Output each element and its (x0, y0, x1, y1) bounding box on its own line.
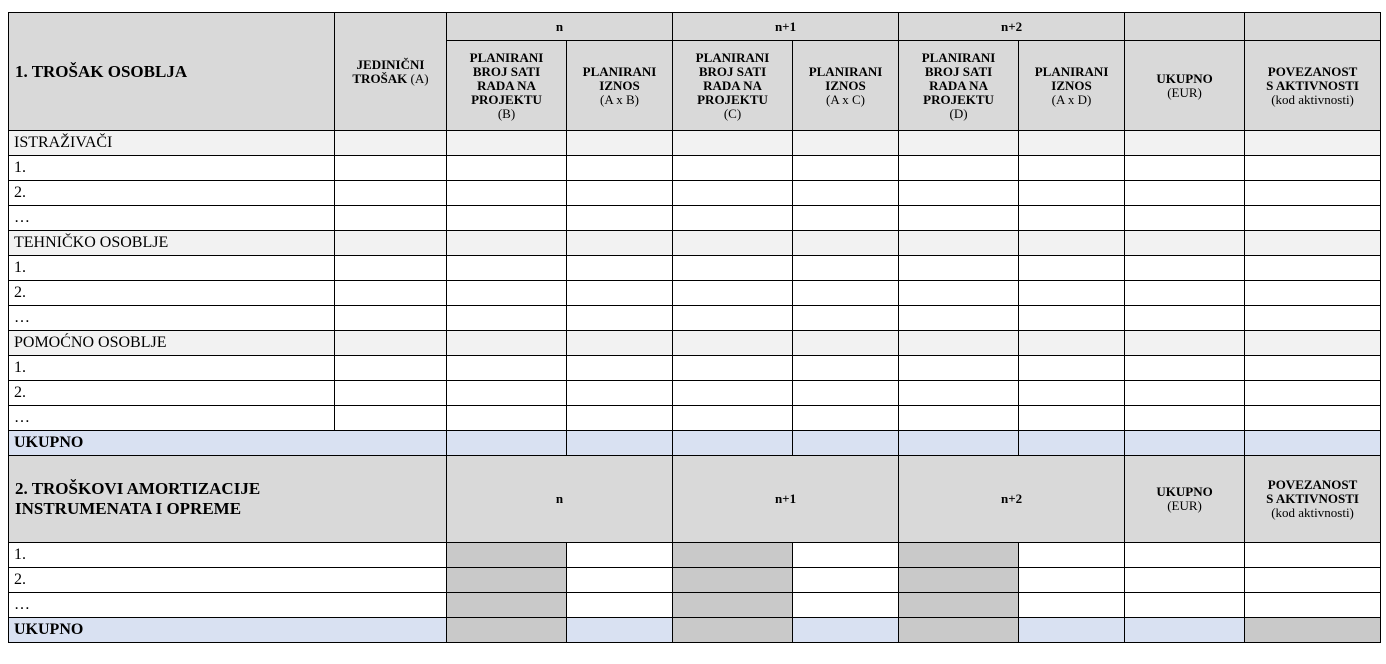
amount-sub-ab: (A x B) (600, 91, 639, 107)
shaded-cell (673, 593, 793, 618)
table-cell[interactable] (1019, 281, 1125, 306)
unit-cost-label2: TROŠAK (352, 70, 408, 86)
hours-line3: RADA NA (477, 77, 536, 93)
link-line2: S AKTIVNOSTI (1266, 491, 1359, 506)
section1-header-row1 (9, 13, 1381, 41)
table-cell[interactable] (793, 306, 899, 331)
table-cell[interactable] (1125, 281, 1245, 306)
table-cell[interactable] (1125, 431, 1245, 456)
table-cell[interactable] (335, 156, 447, 181)
category-label: ISTRAŽIVAČI (9, 131, 335, 156)
row-label: 1. (9, 356, 335, 381)
hours-line4: PROJEKTU (471, 91, 542, 107)
amount-line2: IZNOS (599, 77, 640, 93)
hours-sub-b: (B) (497, 105, 516, 121)
table-cell[interactable] (793, 181, 899, 206)
budget-table (8, 12, 1381, 643)
table-cell[interactable] (793, 381, 899, 406)
hours-line2: BROJ SATI (924, 63, 993, 79)
row-label: 2. (9, 568, 447, 593)
table-cell[interactable] (447, 281, 567, 306)
row-label: 1. (9, 543, 447, 568)
table-cell[interactable] (793, 406, 899, 431)
table-cell[interactable] (335, 206, 447, 231)
table-cell[interactable] (1125, 131, 1245, 156)
table-cell[interactable] (335, 256, 447, 281)
table-cell[interactable] (335, 381, 447, 406)
table-cell[interactable] (673, 181, 793, 206)
shaded-cell (447, 568, 567, 593)
table-cell[interactable] (447, 256, 567, 281)
table-cell[interactable] (447, 406, 567, 431)
table-cell[interactable] (673, 406, 793, 431)
table-cell[interactable] (793, 131, 899, 156)
amount-header-n (567, 41, 673, 131)
table-cell[interactable] (1019, 356, 1125, 381)
section1-title: 1. TROŠAK OSOBLJA (9, 13, 335, 131)
category-row (9, 231, 1381, 256)
table-cell[interactable] (567, 131, 673, 156)
table-cell[interactable] (1019, 206, 1125, 231)
section2-title-line2: INSTRUMENATA I OPREME (15, 499, 242, 518)
section1-total-row (9, 431, 1381, 456)
table-cell[interactable] (1019, 431, 1125, 456)
table-cell[interactable] (1019, 593, 1125, 618)
table-cell[interactable] (335, 281, 447, 306)
table-cell[interactable] (673, 431, 793, 456)
table-cell[interactable] (1245, 306, 1381, 331)
row-label: … (9, 206, 335, 231)
amount-line1: PLANIRANI (1034, 63, 1109, 79)
section2-total-label: UKUPNO (9, 618, 447, 643)
table-cell[interactable] (447, 131, 567, 156)
table-cell[interactable] (1245, 156, 1381, 181)
table-cell[interactable] (1125, 568, 1245, 593)
hours-line3: RADA NA (703, 77, 762, 93)
shaded-cell (673, 543, 793, 568)
table-cell[interactable] (673, 306, 793, 331)
table-cell[interactable] (899, 381, 1019, 406)
table-cell[interactable] (447, 431, 567, 456)
link-header-top (1245, 13, 1381, 41)
table-cell[interactable] (1125, 381, 1245, 406)
section2-total-row (9, 618, 1381, 643)
table-cell[interactable] (567, 568, 673, 593)
amount-header-n1 (793, 41, 899, 131)
table-cell[interactable] (567, 281, 673, 306)
table-cell[interactable] (899, 156, 1019, 181)
table-cell[interactable] (447, 306, 567, 331)
shaded-cell (899, 543, 1019, 568)
section2-total-header (1125, 456, 1245, 543)
table-cell[interactable] (335, 406, 447, 431)
amount-line1: PLANIRANI (582, 63, 657, 79)
year-n1-header: n+1 (673, 13, 899, 41)
table-cell[interactable] (1125, 181, 1245, 206)
table-cell[interactable] (1245, 381, 1381, 406)
hours-line4: PROJEKTU (923, 91, 994, 107)
row-label: 2. (9, 281, 335, 306)
table-cell[interactable] (793, 231, 899, 256)
category-label: TEHNIČKO OSOBLJE (9, 231, 335, 256)
table-cell[interactable] (1245, 406, 1381, 431)
hours-line2: BROJ SATI (698, 63, 767, 79)
table-cell[interactable] (673, 281, 793, 306)
table-cell[interactable] (793, 568, 899, 593)
table-cell[interactable] (899, 206, 1019, 231)
shaded-cell (447, 543, 567, 568)
amount-line2: IZNOS (1051, 77, 1092, 93)
shaded-cell (899, 568, 1019, 593)
table-cell[interactable] (1019, 331, 1125, 356)
table-cell[interactable] (793, 431, 899, 456)
hours-line1: PLANIRANI (921, 49, 996, 65)
table-cell[interactable] (673, 231, 793, 256)
table-cell[interactable] (1245, 593, 1381, 618)
table-cell[interactable] (567, 306, 673, 331)
table-cell[interactable] (567, 381, 673, 406)
table-row (9, 306, 1381, 331)
table-cell[interactable] (1245, 181, 1381, 206)
table-cell[interactable] (1245, 281, 1381, 306)
link-line2: S AKTIVNOSTI (1266, 77, 1359, 93)
link-sub: (kod aktivnosti) (1271, 91, 1354, 107)
table-cell[interactable] (793, 331, 899, 356)
table-row (9, 281, 1381, 306)
table-cell[interactable] (567, 543, 673, 568)
table-cell[interactable] (793, 206, 899, 231)
section2-link-header (1245, 456, 1381, 543)
table-cell[interactable] (1245, 206, 1381, 231)
table-cell[interactable] (899, 181, 1019, 206)
table-cell[interactable] (793, 618, 899, 643)
amount-line2: IZNOS (825, 77, 866, 93)
table-cell[interactable] (793, 256, 899, 281)
table-cell[interactable] (567, 231, 673, 256)
table-cell[interactable] (1019, 406, 1125, 431)
total-label: UKUPNO (1156, 484, 1213, 499)
table-cell[interactable] (335, 306, 447, 331)
table-cell[interactable] (567, 593, 673, 618)
table-cell[interactable] (1125, 593, 1245, 618)
table-cell[interactable] (567, 331, 673, 356)
table-cell[interactable] (793, 543, 899, 568)
table-cell[interactable] (1245, 231, 1381, 256)
table-cell[interactable] (1019, 306, 1125, 331)
shaded-cell (899, 593, 1019, 618)
amount-header-n2 (1019, 41, 1125, 131)
budget-table-container (8, 12, 1381, 643)
table-cell[interactable] (447, 381, 567, 406)
shaded-cell (447, 618, 567, 643)
total-header (1125, 41, 1245, 131)
table-cell[interactable] (447, 181, 567, 206)
hours-line4: PROJEKTU (697, 91, 768, 107)
table-cell[interactable] (1125, 156, 1245, 181)
shaded-cell (1245, 618, 1381, 643)
table-cell[interactable] (335, 181, 447, 206)
table-cell[interactable] (1125, 256, 1245, 281)
row-label: 1. (9, 156, 335, 181)
hours-header-n2 (899, 41, 1019, 131)
table-cell[interactable] (1019, 131, 1125, 156)
hours-line3: RADA NA (929, 77, 988, 93)
category-row (9, 331, 1381, 356)
table-cell[interactable] (1125, 331, 1245, 356)
link-line1: POVEZANOST (1267, 477, 1358, 492)
row-label: 2. (9, 181, 335, 206)
hours-sub-d: (D) (949, 105, 968, 121)
table-cell[interactable] (567, 431, 673, 456)
table-cell[interactable] (1019, 618, 1125, 643)
section2-header-row (9, 456, 1381, 543)
table-cell[interactable] (447, 356, 567, 381)
table-cell[interactable] (793, 356, 899, 381)
link-sub: (kod aktivnosti) (1271, 505, 1354, 520)
table-cell[interactable] (1125, 618, 1245, 643)
table-row (9, 568, 1381, 593)
table-cell[interactable] (1125, 356, 1245, 381)
table-cell[interactable] (1125, 406, 1245, 431)
table-cell[interactable] (1019, 381, 1125, 406)
amount-sub-ac: (A x C) (826, 91, 866, 107)
table-cell[interactable] (1245, 568, 1381, 593)
category-label: POMOĆNO OSOBLJE (9, 331, 335, 356)
table-cell[interactable] (1019, 543, 1125, 568)
row-label: … (9, 406, 335, 431)
unit-cost-label: JEDINIČNI (356, 56, 425, 72)
table-cell[interactable] (335, 131, 447, 156)
table-cell[interactable] (1019, 568, 1125, 593)
table-cell[interactable] (567, 618, 673, 643)
row-label: … (9, 306, 335, 331)
table-cell[interactable] (793, 593, 899, 618)
shaded-cell (673, 618, 793, 643)
section2-year-header: n+1 (673, 456, 899, 543)
table-cell[interactable] (567, 406, 673, 431)
table-cell[interactable] (1245, 431, 1381, 456)
table-cell[interactable] (673, 256, 793, 281)
table-cell[interactable] (1245, 131, 1381, 156)
amount-line1: PLANIRANI (808, 63, 883, 79)
table-cell[interactable] (1019, 256, 1125, 281)
table-cell[interactable] (567, 356, 673, 381)
table-cell[interactable] (899, 281, 1019, 306)
total-label: UKUPNO (1156, 70, 1213, 86)
hours-line1: PLANIRANI (469, 49, 544, 65)
hours-header-n (447, 41, 567, 131)
table-cell[interactable] (567, 181, 673, 206)
table-cell[interactable] (1125, 231, 1245, 256)
table-cell[interactable] (567, 206, 673, 231)
table-row (9, 543, 1381, 568)
unit-cost-header (335, 13, 447, 131)
table-cell[interactable] (899, 306, 1019, 331)
link-header (1245, 41, 1381, 131)
hours-sub-c: (C) (723, 105, 742, 121)
table-cell[interactable] (1125, 206, 1245, 231)
section2-title (9, 456, 447, 543)
amount-sub-ad: (A x D) (1051, 91, 1092, 107)
table-cell[interactable] (447, 231, 567, 256)
shaded-cell (447, 593, 567, 618)
table-row (9, 181, 1381, 206)
table-cell[interactable] (1125, 543, 1245, 568)
table-cell[interactable] (567, 156, 673, 181)
table-cell[interactable] (673, 356, 793, 381)
table-cell[interactable] (335, 331, 447, 356)
section2-year-header: n+2 (899, 456, 1125, 543)
row-label: 2. (9, 381, 335, 406)
table-cell[interactable] (899, 131, 1019, 156)
row-label: … (9, 593, 447, 618)
total-header-top (1125, 13, 1245, 41)
table-cell[interactable] (335, 231, 447, 256)
table-cell[interactable] (899, 331, 1019, 356)
table-cell[interactable] (899, 356, 1019, 381)
table-cell[interactable] (673, 381, 793, 406)
hours-line2: BROJ SATI (472, 63, 541, 79)
table-cell[interactable] (673, 331, 793, 356)
year-n-header: n (447, 13, 673, 41)
link-line1: POVEZANOST (1267, 63, 1358, 79)
total-sub: (EUR) (1167, 498, 1202, 513)
total-sub: (EUR) (1167, 84, 1202, 100)
year-n2-header: n+2 (899, 13, 1125, 41)
table-row (9, 381, 1381, 406)
table-row (9, 206, 1381, 231)
unit-cost-sub: (A) (410, 70, 429, 86)
section2-title-line1: 2. TROŠKOVI AMORTIZACIJE (15, 479, 261, 498)
table-cell[interactable] (335, 356, 447, 381)
table-cell[interactable] (447, 331, 567, 356)
section1-total-label: UKUPNO (9, 431, 447, 456)
section2-year-header: n (447, 456, 673, 543)
table-cell[interactable] (899, 256, 1019, 281)
table-cell[interactable] (1019, 231, 1125, 256)
shaded-cell (673, 568, 793, 593)
table-cell[interactable] (567, 256, 673, 281)
table-cell[interactable] (673, 156, 793, 181)
table-cell[interactable] (1245, 256, 1381, 281)
table-cell[interactable] (1245, 356, 1381, 381)
table-cell[interactable] (793, 156, 899, 181)
table-row (9, 406, 1381, 431)
table-cell[interactable] (899, 431, 1019, 456)
table-cell[interactable] (1125, 306, 1245, 331)
table-cell[interactable] (899, 406, 1019, 431)
shaded-cell (899, 618, 1019, 643)
hours-header-n1 (673, 41, 793, 131)
table-cell[interactable] (673, 131, 793, 156)
table-row (9, 356, 1381, 381)
table-cell[interactable] (673, 206, 793, 231)
category-row (9, 131, 1381, 156)
table-row (9, 156, 1381, 181)
table-row (9, 593, 1381, 618)
table-cell[interactable] (447, 206, 567, 231)
table-cell[interactable] (793, 281, 899, 306)
table-cell[interactable] (899, 231, 1019, 256)
row-label: 1. (9, 256, 335, 281)
table-cell[interactable] (1019, 181, 1125, 206)
table-cell[interactable] (1245, 543, 1381, 568)
table-row (9, 256, 1381, 281)
hours-line1: PLANIRANI (695, 49, 770, 65)
table-cell[interactable] (447, 156, 567, 181)
table-cell[interactable] (1245, 331, 1381, 356)
table-cell[interactable] (1019, 156, 1125, 181)
